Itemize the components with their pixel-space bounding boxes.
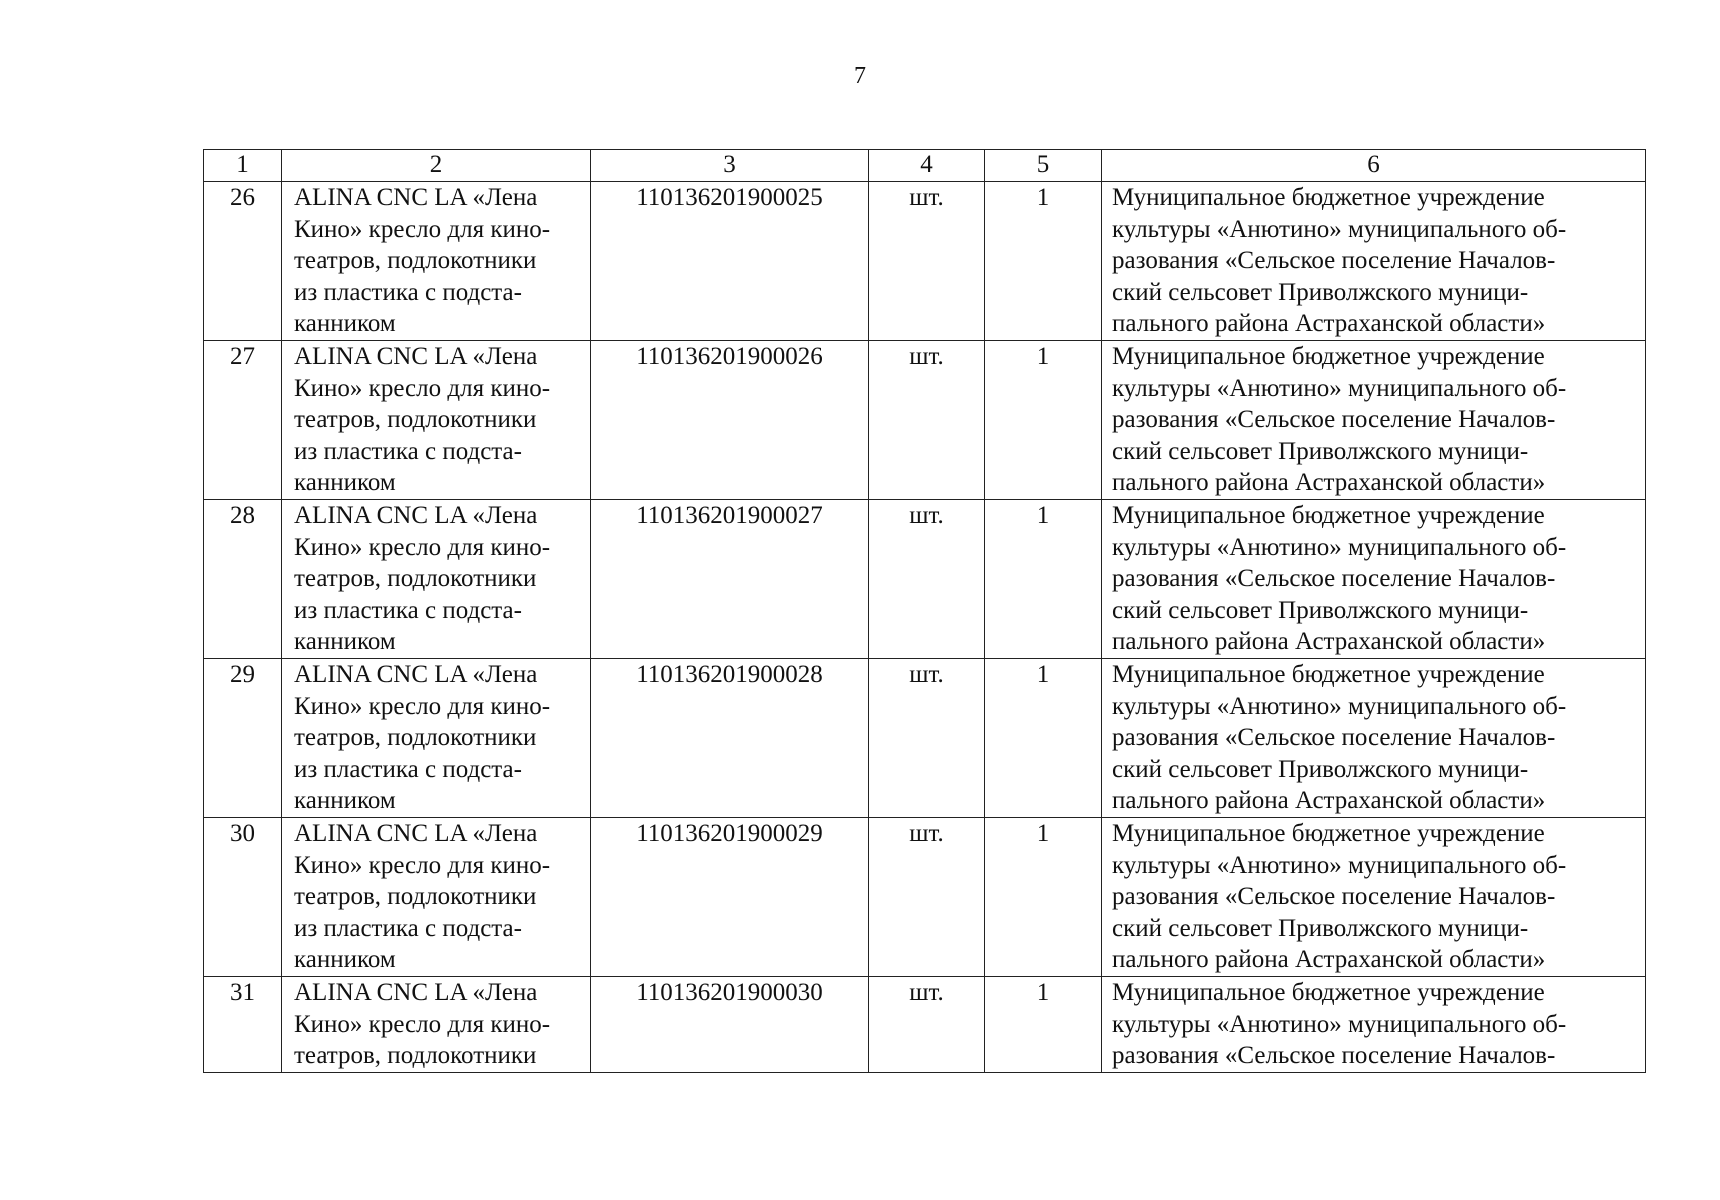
- row-number-cell: 29: [204, 659, 282, 818]
- item-name-line: театров, подлокотники: [294, 565, 537, 592]
- table-row: [204, 500, 1646, 659]
- owner-line: пального района Астраханской области»: [1112, 787, 1546, 814]
- item-name-line: Кино» кресло для кино-: [294, 692, 551, 720]
- unit-cell: шт.: [869, 818, 985, 977]
- item-name-line: канником: [294, 787, 396, 814]
- item-name-line: ALINA CNC LA «Лена: [294, 820, 538, 847]
- item-name-cell: [282, 341, 591, 500]
- inventory-number-cell: 110136201900028: [591, 659, 869, 818]
- column-number-2: 2: [282, 150, 591, 182]
- row-number-cell: 27: [204, 341, 282, 500]
- owner-line: ский сельсовет Приволжского муници-: [1112, 914, 1529, 942]
- row-number-cell: 31: [204, 977, 282, 1073]
- unit-cell: шт.: [869, 182, 985, 341]
- owner-line: культуры «Анютино» муниципального об-: [1112, 374, 1567, 402]
- unit-cell: шт.: [869, 500, 985, 659]
- owner-line: разования «Сельское поселение Началов-: [1112, 883, 1556, 910]
- item-name-line: канником: [294, 310, 396, 337]
- owner-cell: [1102, 341, 1646, 500]
- owner-line: разования «Сельское поселение Началов-: [1112, 406, 1556, 433]
- table-body: [204, 150, 1646, 1073]
- row-number-cell: 28: [204, 500, 282, 659]
- inventory-number-cell: 110136201900027: [591, 500, 869, 659]
- owner-line: Муниципальное бюджетное учреждение: [1112, 661, 1545, 688]
- inventory-number-cell: 110136201900025: [591, 182, 869, 341]
- item-name-line: театров, подлокотники: [294, 247, 537, 274]
- owner-line: культуры «Анютино» муниципального об-: [1112, 533, 1567, 561]
- owner-cell: [1102, 977, 1646, 1073]
- owner-line: ский сельсовет Приволжского муници-: [1112, 437, 1529, 465]
- table-row: [204, 977, 1646, 1073]
- unit-cell: шт.: [869, 659, 985, 818]
- owner-line: ский сельсовет Приволжского муници-: [1112, 596, 1529, 624]
- table-row: [204, 659, 1646, 818]
- owner-line: Муниципальное бюджетное учреждение: [1112, 343, 1545, 370]
- column-number-1: 1: [204, 150, 282, 182]
- inventory-number-cell: 110136201900030: [591, 977, 869, 1073]
- table-row: [204, 818, 1646, 977]
- item-name-cell: [282, 500, 591, 659]
- unit-cell: шт.: [869, 977, 985, 1073]
- owner-line: культуры «Анютино» муниципального об-: [1112, 851, 1567, 879]
- owner-line: культуры «Анютино» муниципального об-: [1112, 215, 1567, 243]
- owner-line: пального района Астраханской области»: [1112, 469, 1546, 496]
- column-number-4: 4: [869, 150, 985, 182]
- page-number: 7: [854, 63, 866, 89]
- item-name-cell: [282, 659, 591, 818]
- item-name-line: Кино» кресло для кино-: [294, 374, 551, 402]
- item-name-line: из пластика с подста-: [294, 914, 522, 942]
- inventory-number-cell: 110136201900029: [591, 818, 869, 977]
- table-row: [204, 182, 1646, 341]
- item-name-line: ALINA CNC LA «Лена: [294, 979, 538, 1006]
- owner-line: ский сельсовет Приволжского муници-: [1112, 278, 1529, 306]
- property-register-table: [203, 149, 1646, 1073]
- owner-line: культуры «Анютино» муниципального об-: [1112, 1010, 1567, 1038]
- column-number-5: 5: [985, 150, 1102, 182]
- item-name-line: канником: [294, 628, 396, 655]
- item-name-line: Кино» кресло для кино-: [294, 533, 551, 561]
- column-number-3: 3: [591, 150, 869, 182]
- owner-line: разования «Сельское поселение Началов-: [1112, 247, 1556, 274]
- item-name-line: ALINA CNC LA «Лена: [294, 661, 538, 688]
- owner-line: пального района Астраханской области»: [1112, 946, 1546, 973]
- item-name-line: театров, подлокотники: [294, 883, 537, 910]
- column-number-row: [204, 150, 1646, 182]
- item-name-cell: [282, 182, 591, 341]
- table-row: [204, 341, 1646, 500]
- owner-line: разования «Сельское поселение Началов-: [1112, 1042, 1556, 1069]
- item-name-line: театров, подлокотники: [294, 724, 537, 751]
- item-name-line: канником: [294, 469, 396, 496]
- quantity-cell: 1: [985, 341, 1102, 500]
- owner-cell: [1102, 182, 1646, 341]
- item-name-cell: [282, 977, 591, 1073]
- item-name-line: ALINA CNC LA «Лена: [294, 184, 538, 211]
- owner-line: разования «Сельское поселение Началов-: [1112, 724, 1556, 751]
- item-name-line: ALINA CNC LA «Лена: [294, 343, 538, 370]
- inventory-number-cell: 110136201900026: [591, 341, 869, 500]
- item-name-line: Кино» кресло для кино-: [294, 1010, 551, 1038]
- owner-line: Муниципальное бюджетное учреждение: [1112, 502, 1545, 529]
- item-name-line: из пластика с подста-: [294, 596, 522, 624]
- quantity-cell: 1: [985, 500, 1102, 659]
- row-number-cell: 26: [204, 182, 282, 341]
- owner-line: ский сельсовет Приволжского муници-: [1112, 755, 1529, 783]
- owner-line: Муниципальное бюджетное учреждение: [1112, 820, 1545, 847]
- column-number-6: 6: [1102, 150, 1646, 182]
- unit-cell: шт.: [869, 341, 985, 500]
- owner-cell: [1102, 659, 1646, 818]
- item-name-line: Кино» кресло для кино-: [294, 215, 551, 243]
- item-name-line: из пластика с подста-: [294, 755, 522, 783]
- owner-cell: [1102, 818, 1646, 977]
- item-name-line: канником: [294, 946, 396, 973]
- owner-line: пального района Астраханской области»: [1112, 628, 1546, 655]
- item-name-line: Кино» кресло для кино-: [294, 851, 551, 879]
- owner-line: Муниципальное бюджетное учреждение: [1112, 184, 1545, 211]
- owner-line: культуры «Анютино» муниципального об-: [1112, 692, 1567, 720]
- owner-line: Муниципальное бюджетное учреждение: [1112, 979, 1545, 1006]
- item-name-cell: [282, 818, 591, 977]
- quantity-cell: 1: [985, 182, 1102, 341]
- item-name-line: из пластика с подста-: [294, 437, 522, 465]
- row-number-cell: 30: [204, 818, 282, 977]
- item-name-line: театров, подлокотники: [294, 406, 537, 433]
- owner-line: разования «Сельское поселение Началов-: [1112, 565, 1556, 592]
- item-name-line: театров, подлокотники: [294, 1042, 537, 1069]
- owner-cell: [1102, 500, 1646, 659]
- quantity-cell: 1: [985, 659, 1102, 818]
- item-name-line: ALINA CNC LA «Лена: [294, 502, 538, 529]
- quantity-cell: 1: [985, 977, 1102, 1073]
- quantity-cell: 1: [985, 818, 1102, 977]
- owner-line: пального района Астраханской области»: [1112, 310, 1546, 337]
- item-name-line: из пластика с подста-: [294, 278, 522, 306]
